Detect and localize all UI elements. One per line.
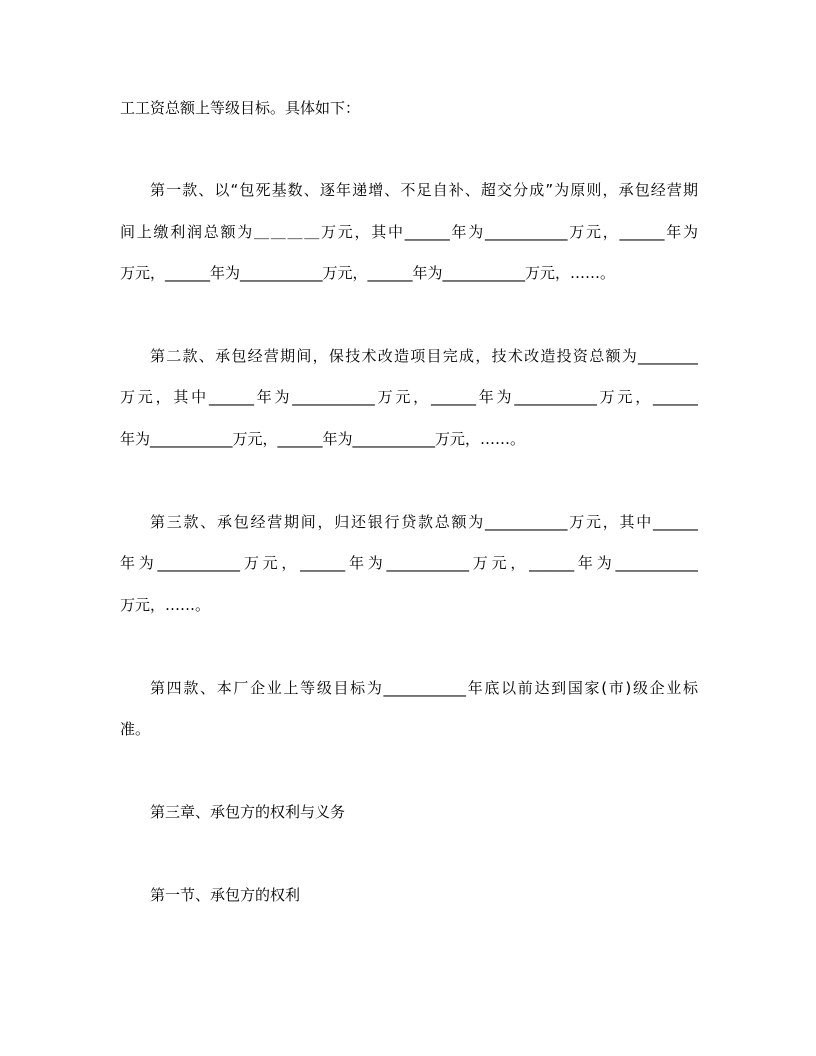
clause-3-line-2: 年为___________万元，______年为___________万元，______年为___________ [120, 554, 698, 572]
clause-3-line-1: 第三款、承包经营期间，归还银行贷款总额为___________万元，其中______ [150, 513, 698, 531]
clause-1-line-1: 第一款、以“包死基数、逐年递增、不足自补、超交分成”为原则，承包经营期 [150, 181, 698, 199]
clause-1-line-2: 间上缴利润总额为＿＿＿＿万元，其中______年为___________万元，______年为 [120, 223, 698, 241]
clause-2-line-1: 第二款、承包经营期间，保技术改造项目完成，技术改造投资总额为________ [150, 347, 698, 365]
text-line-continuation: 工工资总额上等级目标。具体如下： [120, 99, 361, 117]
section-heading: 第一节、承包方的权利 [150, 886, 301, 904]
chapter-heading: 第三章、承包方的权利与义务 [150, 803, 346, 821]
clause-2-line-2: 万元，其中______年为___________万元，______年为___________万元，______ [120, 388, 698, 406]
clause-1-line-3: 万元，______年为___________万元，______年为___________万元，……。 [120, 264, 616, 282]
clause-4-line-2: 准。 [120, 720, 151, 738]
clause-3-line-3: 万元，……。 [120, 596, 211, 614]
clause-2-line-3: 年为___________万元，______年为___________万元，……。 [120, 430, 526, 448]
clause-4-line-1: 第四款、本厂企业上等级目标为___________年底以前达到国家(市)级企业标 [150, 679, 698, 697]
